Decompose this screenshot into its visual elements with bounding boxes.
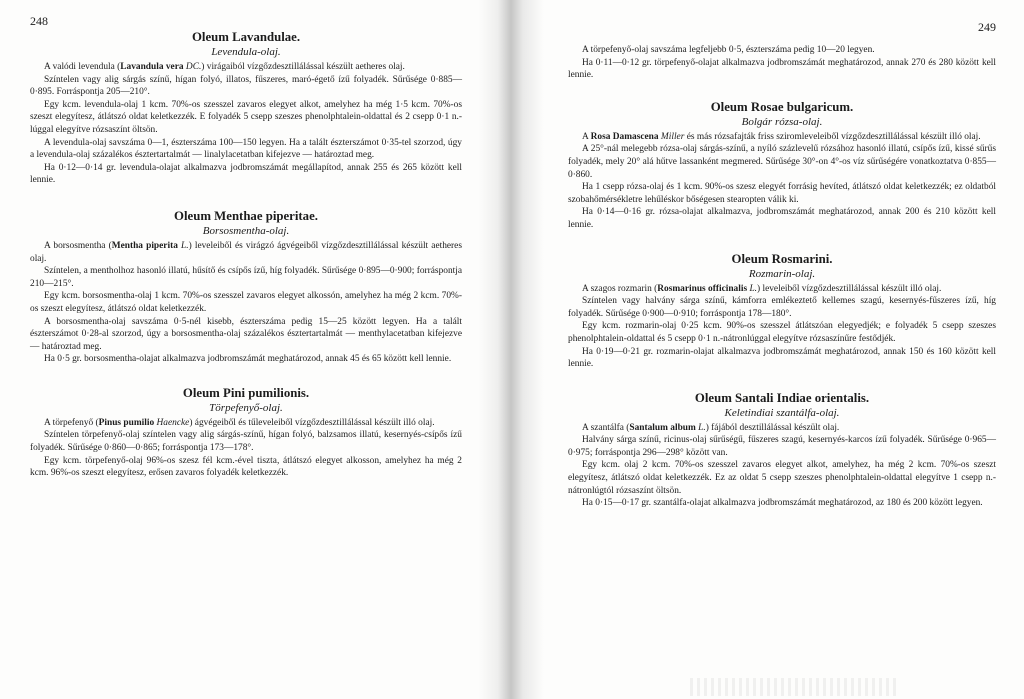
entry-title: Oleum Lavandulae. xyxy=(191,30,301,44)
entry-oleum-pini-pumilionis xyxy=(30,386,462,480)
paragraph: A valódi levendula (Lavandula vera DC.) virágaiból vízgőzdesztillálással készült aetheres olaj. xyxy=(44,62,405,72)
paragraph: Színtelen vagy alig sárgás színű, hígan folyó, illatos, fűszeres, maró-égető ízű folyadék. Sűrűsége 0·885—0·895. Forráspontja 205—210°. xyxy=(30,74,462,98)
entry-oleum-rosae-bulgaricum xyxy=(568,100,996,232)
paragraph: Egy kcm. borsosmentha-olaj 1 kcm. 70%-os szesszel zavaros elegyet alkossón, amelyhez ha még 2 kcm. 70%-os szeszt elegyítesz, átlátszó oldat keletkezzék. xyxy=(30,291,462,314)
species-name: Rosa Damascena xyxy=(590,131,659,142)
paragraph: Egy kcm. levendula-olaj 1 kcm. 70%-os szesszel zavaros elegyet alkot, amelyhez ha még 1·5 kcm. 70%-os szeszt elegyítesz, átlátszó oldat keletkezzék. E folyadék 5 csepp szeszes phenolphtalein-oldattal és 2 csepp 0·1 n.-lúggal elegyítve rózsaszínt öltsön. xyxy=(30,99,462,135)
author-name: Haencke xyxy=(156,417,190,428)
paragraph: A szagos rozmarin (Rosmarinus officinalis L.) leveleiből vízgőzdesztillálással készült illó olaj. xyxy=(582,283,942,294)
paragraph: A Rosa Damascena Miller és más rózsafajták friss sziromleveleiből vízgőzdesztillálással készült illó olaj. xyxy=(582,131,981,142)
author-name: L. xyxy=(749,283,758,294)
paragraph: A borsosmentha-olaj savszáma 0·5-nél kisebb, észterszáma pedig 15—25 között legyen. Ha a talált észterszámot 0·28-al szorzod, úgy a borsosmentha-olaj százalékos észtertartalmát — menthylacetatban kifejezve — határoztad meg. xyxy=(30,316,462,352)
entry-subtitle: Levendula-olaj. xyxy=(211,46,281,58)
paragraph: Színtelen vagy halvány sárga színű, kámforra emlékeztető kellemes szagú, kesernyés-fűszeres ízű, híg folyadék. Sűrűsége 0·900—0·910; forráspontja 178—180°. xyxy=(568,296,996,319)
species-name: Rosmarinus officinalis xyxy=(657,283,748,294)
paragraph: A levendula-olaj savszáma 0—1, észterszáma 100—150 legyen. Ha a talált észterszámot 0·35-tel szorzod, úgy a levendula-olaj százalékos észtertartalmát — linalylacetatban kifejezve — határoztad meg. xyxy=(30,137,462,161)
paragraph: A borsosmentha (Mentha piperita L.) leveleiből és virágzó ágvégeiből vízgőzdesztillálással készült aetheres olaj. xyxy=(30,240,462,264)
paragraph: A törpefenyő (Pinus pumilio Haencke) ágvégeiből és tűleveleiből vízgőzdesztillálással készült illó olaj. xyxy=(44,417,435,428)
paragraph: Halvány sárga színű, ricinus-olaj sűrűségű, fűszeres szagú, kesernyés-karcos ízű folyadék. Sűrűsége 0·965—0·975; forráspontja 296—298° között van. xyxy=(568,435,996,458)
author-name: L. xyxy=(698,422,706,433)
entry-oleum-pini-continued xyxy=(568,44,996,82)
entry-oleum-menthae-piperitae xyxy=(30,209,462,366)
paragraph: A törpefenyő-olaj savszáma legfeljebb 0·5, észterszáma pedig 10—20 legyen. xyxy=(582,45,875,55)
entry-title: Oleum Rosae bulgaricum. xyxy=(710,99,854,114)
entry-subtitle: Keletindiai szantálfa-olaj. xyxy=(724,406,840,419)
entry-title: Oleum Pini pumilionis. xyxy=(182,385,310,400)
entry-oleum-santali-indiae-orientalis xyxy=(568,391,996,510)
paragraph: Ha 0·19—0·21 gr. rozmarin-olajat alkalmazva jodbromszámát meghatározod, annak 150 és 160 között kell lennie. xyxy=(568,346,996,370)
entry-title: Oleum Santali Indiae orientalis. xyxy=(694,390,870,405)
left-page xyxy=(0,0,510,699)
paragraph: Ha 0·15—0·17 gr. szantálfa-olajat alkalmazva jodbromszámát meghatározod, az 180 és 200 között legyen. xyxy=(582,498,983,509)
entry-subtitle: Bolgár rózsa-olaj. xyxy=(741,115,823,128)
entry-oleum-lavandulae xyxy=(30,30,462,187)
paragraph: Egy kcm. rozmarin-olaj 0·25 kcm. 90%-os szesszel átlátszóan elegyedjék; e folyadék 5 csepp szeszes phenolphtalein-oldattal és 5 csepp 0·1 n.-nátronlúggal elegyítve rózsaszínűre festődjék. xyxy=(568,321,996,344)
paragraph: Egy kcm. törpefenyő-olaj 96%-os szesz fél kcm.-ével tiszta, átlátszó elegyet alkosson, amelyhez ha még 2 kcm. 96%-os szeszt elegyítesz, erősen zavaros folyadék keletkezzék. xyxy=(30,455,462,479)
paragraph: Egy kcm. olaj 2 kcm. 70%-os szesszel zavaros elegyet alkot, amelyhez, ha még 2 kcm. 70%-os szeszt elegyítesz, átlátszó oldat keletkezzék. Ez az oldat 5 csepp szeszes phenolphtalein-oldattal elegyítve 1 csepp n.-nátronlúgtól rózsaszínt öltsön. xyxy=(568,460,996,496)
paragraph: Ha 0·12—0·14 gr. levendula-olajat alkalmazva jodbromszámát megállapítod, annak 255 és 265 között kell lennie. xyxy=(30,162,462,186)
species-name: Pinus pumilio xyxy=(98,417,155,428)
paragraph: A szantálfa (Santalum album L.) fájából desztillálással készült olaj. xyxy=(582,422,840,433)
paragraph: Ha 1 csepp rózsa-olaj és 1 kcm. 90%-os szesz elegyét forrásig hevíted, átlátszó oldat keletkezzék; ez oldatból szobahőmérsékletre lehűléskor bőségesen stearopten válik ki. xyxy=(568,182,996,205)
author-name: L. xyxy=(181,240,189,251)
paragraph: A 25°-nál melegebb rózsa-olaj sárgás-színű, a nyíló százlevelű rózsához hasonló illatú, csípős ízű, kissé sűrűs folyadék, mely 20° alá hűtve lassanként megmered. Sűrűsége 30°-on 4°-os víz sűrűségére vonatkoztatva 0·855—0·860. xyxy=(568,144,996,180)
entry-oleum-rosmarini xyxy=(568,252,996,371)
paragraph: Színtelen törpefenyő-olaj színtelen vagy alig sárgás-színű, hígan folyó, balzsamos illatú, kesernyés-csípős ízű folyadék. Sűrűsége 0·860—0·865; forráspontja 173—178°. xyxy=(30,430,462,454)
paragraph: Ha 0·14—0·16 gr. rózsa-olajat alkalmazva, jodbromszámát meghatározod, annak 200 és 210 között kell lennie. xyxy=(568,207,996,230)
entry-subtitle: Törpefenyő-olaj. xyxy=(209,401,283,414)
paragraph: Ha 0·5 gr. borsosmentha-olajat alkalmazva jodbromszámát meghatározod, annak 45 és 65 között kell lennie. xyxy=(44,354,452,365)
entry-subtitle: Rozmarin-olaj. xyxy=(748,267,816,280)
species-name: Lavandula vera xyxy=(120,62,184,72)
species-name: Mentha piperita xyxy=(111,240,178,251)
entry-subtitle: Borsosmentha-olaj. xyxy=(202,224,290,237)
right-page xyxy=(540,0,1024,699)
species-name: Santalum album xyxy=(629,422,696,433)
page-number-left: 248 xyxy=(30,14,48,28)
entry-title: Oleum Menthae piperitae. xyxy=(174,208,318,223)
entry-title: Oleum Rosmarini. xyxy=(731,251,833,266)
paragraph: Ha 0·11—0·12 gr. törpefenyő-olajat alkalmazva jodbromszámát meghatározod, annak 270 és 280 között kell lennie. xyxy=(568,57,996,81)
author-name: Miller xyxy=(660,131,685,142)
page-number-right: 249 xyxy=(978,20,996,34)
author-name: DC. xyxy=(185,62,202,72)
paragraph: Színtelen, a mentholhoz hasonló illatú, hűsítő és csípős ízű, híg folyadék. Sűrűsége 0·895—0·900; forráspontja 210—215°. xyxy=(30,266,462,289)
bleed-through-text xyxy=(690,678,900,696)
